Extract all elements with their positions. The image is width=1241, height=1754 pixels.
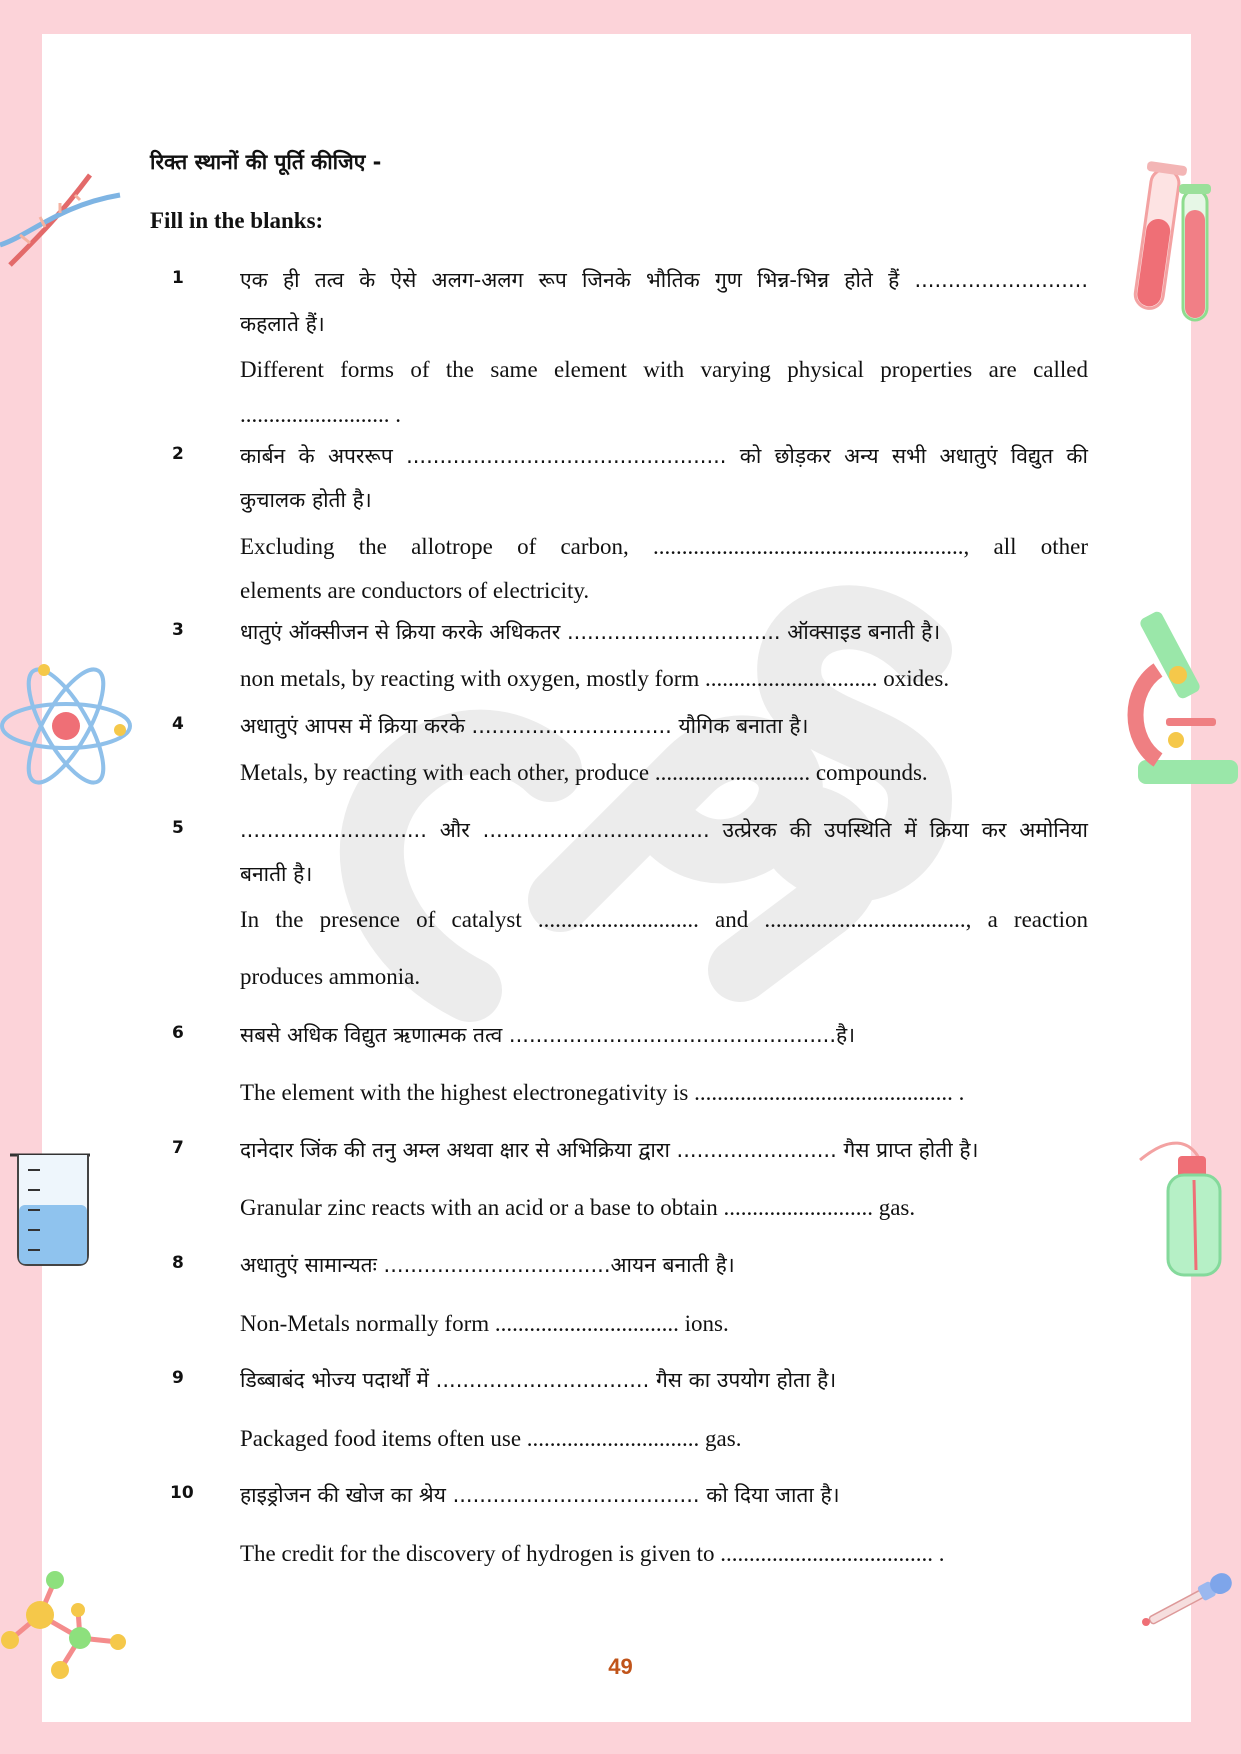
question-2-english-line-2: elements are conductors of electricity.: [240, 578, 590, 603]
question-2-hindi-line-1: कार्बन के अपररूप ................................................ को छोड़कर अन्य सभी अधातुएं विद्युत की: [240, 444, 1088, 468]
question-10-hindi: हाइड्रोजन की खोज का श्रेय ..................................... को दिया जाता है।: [240, 1483, 840, 1507]
question-1-english-line-1: Different forms of the same element with varying physical properties are called: [240, 357, 1088, 382]
question-6-english: The element with the highest electronegativity is ............................................. .: [240, 1080, 965, 1105]
question-5-english-line-1: In the presence of catalyst ............................ and ..................................., a reaction: [240, 907, 1088, 932]
question-8-hindi: अधातुएं सामान्यतः ..................................आयन बनाती है।: [240, 1253, 735, 1277]
question-number: 2: [172, 444, 184, 464]
question-number: 7: [172, 1138, 184, 1158]
question-3-english: non metals, by reacting with oxygen, mostly form .............................. oxides.: [240, 666, 950, 691]
question-number: 9: [172, 1368, 184, 1388]
question-10-english: The credit for the discovery of hydrogen is given to ..................................... .: [240, 1541, 945, 1566]
question-7-hindi: दानेदार जिंक की तनु अम्ल अथवा क्षार से अभिक्रिया द्वारा ........................ गैस प्राप्त होती है।: [240, 1138, 979, 1162]
question-2-english-line-1: Excluding the allotrope of carbon, ......................................................, all other: [240, 534, 1088, 559]
question-1-hindi-line-2: कहलाते हैं।: [240, 312, 325, 336]
question-number: 4: [172, 714, 184, 734]
heading-hindi: रिक्त स्थानों की पूर्ति कीजिए -: [150, 150, 382, 174]
question-number: 8: [172, 1253, 184, 1273]
heading-english: Fill in the blanks:: [150, 208, 324, 233]
question-3-hindi: धातुएं ऑक्सीजन से क्रिया करके अधिकतर ................................ ऑक्साइड बनाती है।: [240, 620, 941, 644]
question-1-english-line-2: .......................... .: [240, 402, 401, 427]
question-9-english: Packaged food items often use .............................. gas.: [240, 1426, 742, 1451]
question-7-english: Granular zinc reacts with an acid or a base to obtain .......................... gas.: [240, 1195, 916, 1220]
question-5-hindi-line-2: बनाती है।: [240, 862, 313, 886]
question-number: 6: [172, 1023, 184, 1043]
question-number: 3: [172, 620, 184, 640]
question-8-english: Non-Metals normally form ................................ ions.: [240, 1311, 729, 1336]
question-4-english: Metals, by reacting with each other, produce ........................... compounds.: [240, 760, 928, 785]
question-4-hindi: अधातुएं आपस में क्रिया करके .............................. यौगिक बनाता है।: [240, 714, 809, 738]
question-9-hindi: डिब्बाबंद भोज्य पदार्थों में ................................ गैस का उपयोग होता है।: [240, 1368, 837, 1392]
question-6-hindi: सबसे अधिक विद्युत ऋणात्मक तत्व .................................................है।: [240, 1023, 856, 1047]
page-number: 49: [608, 1654, 633, 1679]
question-5-hindi-line-1: ............................ और .................................. उत्प्रेरक की उपस्थिति में क्रिया कर अमोनिया: [240, 818, 1088, 842]
question-number: 1: [172, 268, 184, 288]
question-1-hindi-line-1: एक ही तत्व के ऐसे अलग-अलग रूप जिनके भौतिक गुण भिन्न-भिन्न होते हैं ..........................: [240, 268, 1088, 292]
question-5-english-line-2: produces ammonia.: [240, 964, 421, 989]
question-2-hindi-line-2: कुचालक होती है।: [240, 488, 372, 512]
question-number: 5: [172, 818, 184, 838]
question-number: 10: [170, 1483, 194, 1503]
